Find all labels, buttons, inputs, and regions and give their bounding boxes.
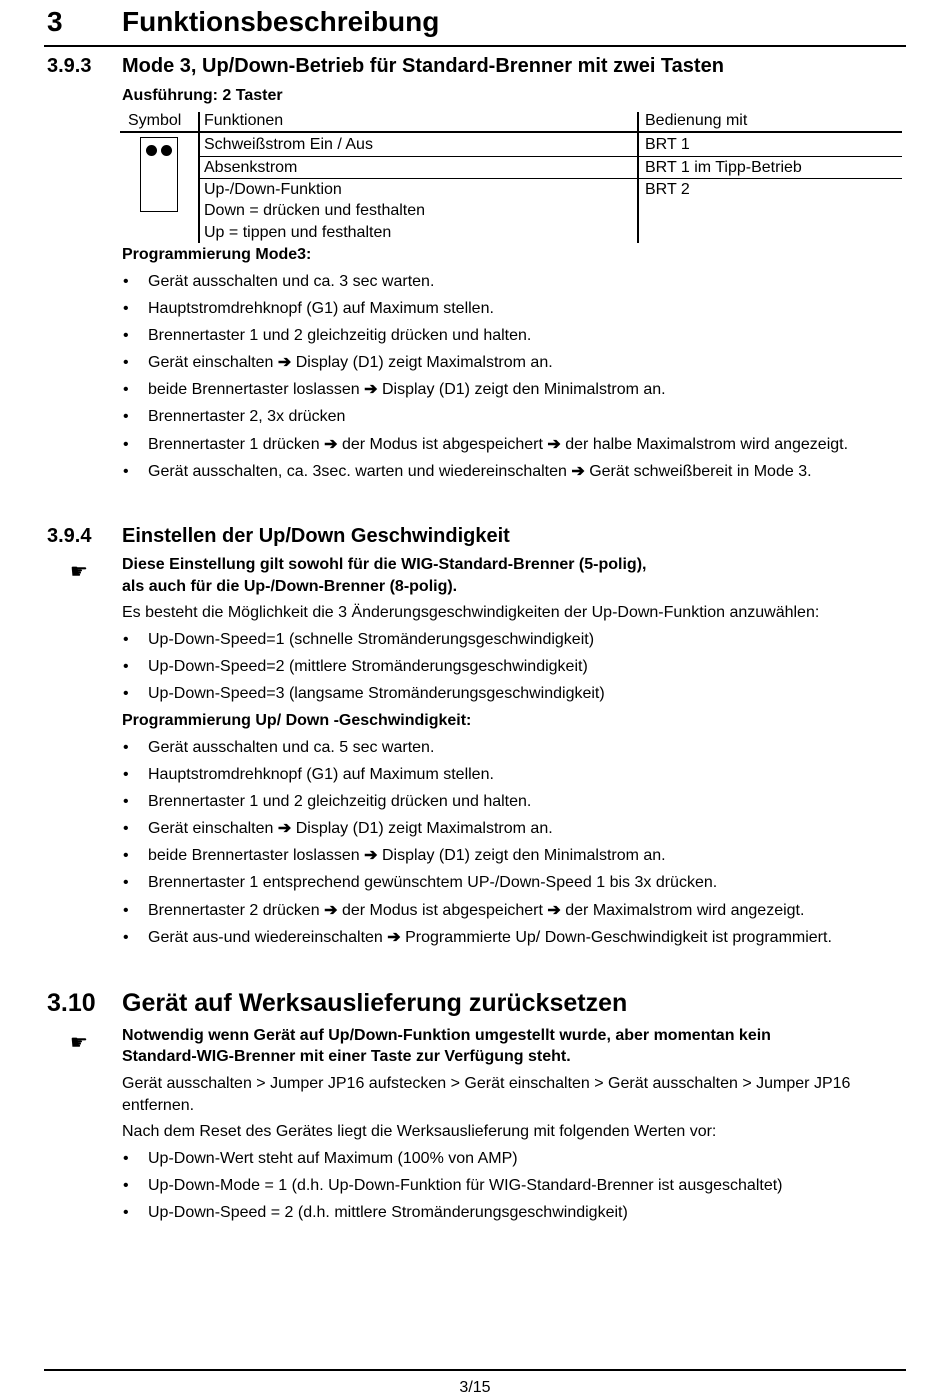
table-function-3-detail-up: Up = tippen und festhalten [204,224,392,241]
reset-procedure: Gerät ausschalten > Jumper JP16 aufstecken > Gerät einschalten > Gerät ausschalten > Jumper JP16 entfernen. [122,1075,851,1114]
arrow-icon: ➔ [324,901,338,919]
header-rule [44,45,906,47]
note-310-line2: Standard-WIG-Brenner mit einer Taste zur Verfügung steht. [122,1048,571,1065]
arrow-icon: ➔ [277,354,292,372]
section-title-394: Einstellen der Up/Down Geschwindigkeit [122,525,510,547]
note-394-line1: Diese Einstellung gilt sowohl für die WIG-Standard-Brenner (5-polig), [122,556,647,573]
table-operation-2: BRT 1 im Tipp-Betrieb [645,159,802,176]
section-number-310: 3.10 [47,989,96,1017]
list-item: • Gerät einschalten ➔ Display (D1) zeigt Maximalstrom an. [122,818,912,840]
section-title-393: Mode 3, Up/Down-Betrieb für Standard-Brenner mit zwei Tasten [122,55,724,77]
table-function-3-detail-down: Down = drücken und festhalten [204,202,426,219]
programming-title-mode3: Programmierung Mode3: [122,246,312,263]
list-item: • Up-Down-Speed = 2 (d.h. mittlere Stromänderungsgeschwindigkeit) [122,1202,912,1224]
list-item: • beide Brennertaster loslassen ➔ Display (D1) zeigt den Minimalstrom an. [122,845,912,867]
programming-steps-mode3 [122,271,912,488]
ausfuehrung-label: Ausführung: 2 Taster [122,87,283,104]
table-function-1: Schweißstrom Ein / Aus [204,136,373,153]
note-394-line2: als auch für die Up-/Down-Brenner (8-polig). [122,578,458,595]
list-item: • Gerät ausschalten, ca. 3sec. warten und wiedereinschalten ➔ Gerät schweißbereit in Mode 3. [122,461,912,483]
list-item: • Brennertaster 1 und 2 gleichzeitig drücken und halten. [122,325,912,347]
table-function-3: Up-/Down-Funktion [204,181,342,198]
reset-intro: Nach dem Reset des Gerätes liegt die Werksauslieferung mit folgenden Werten vor: [122,1123,717,1140]
two-button-torch-icon [140,137,178,212]
list-item: • Up-Down-Speed=1 (schnelle Stromänderungsgeschwindigkeit) [122,629,912,651]
list-item: • Gerät aus-und wiedereinschalten ➔ Programmierte Up/ Down-Geschwindigkeit ist programmiert. [122,927,912,949]
button-1-dot-icon [146,145,157,156]
list-item: • Brennertaster 1 entsprechend gewünschtem UP-/Down-Speed 1 bis 3x drücken. [122,872,912,894]
arrow-icon: ➔ [571,462,585,480]
chapter-number: 3 [47,6,63,37]
list-item: • Brennertaster 1 drücken ➔ der Modus ist abgespeichert ➔ der halbe Maximalstrom wird angezeigt. [122,434,912,456]
table-header-functions: Funktionen [204,112,284,129]
list-item: • Brennertaster 1 und 2 gleichzeitig drücken und halten. [122,791,912,813]
arrow-icon: ➔ [364,847,378,865]
table-header-rule [120,131,902,133]
table-function-2: Absenkstrom [204,159,298,176]
list-item: • Up-Down-Speed=2 (mittlere Stromänderungsgeschwindigkeit) [122,656,912,678]
note-310-line1: Notwendig wenn Gerät auf Up/Down-Funktion umgestellt wurde, aber momentan kein [122,1027,771,1044]
list-item: • Hauptstromdrehknopf (G1) auf Maximum stellen. [122,298,912,320]
programming-steps-speed [122,737,912,954]
button-2-dot-icon [161,145,172,156]
list-item: • Up-Down-Mode = 1 (d.h. Up-Down-Funktion für WIG-Standard-Brenner ist ausgeschaltet) [122,1175,912,1197]
speed-options-list [122,629,912,710]
chapter-title: Funktionsbeschreibung [122,6,440,37]
arrow-icon: ➔ [547,901,561,919]
footer-rule [44,1369,906,1371]
list-item: • Brennertaster 2, 3x drücken [122,406,912,428]
table-header-symbol: Symbol [128,112,182,129]
list-item: • Up-Down-Wert steht auf Maximum (100% von AMP) [122,1148,912,1170]
pointing-hand-icon: ☛ [70,561,88,583]
table-operation-1: BRT 1 [645,136,690,153]
table-header-operation: Bedienung mit [645,112,748,129]
arrow-icon: ➔ [324,435,338,453]
list-item: • Gerät ausschalten und ca. 3 sec warten. [122,271,912,293]
list-item: • Hauptstromdrehknopf (G1) auf Maximum stellen. [122,764,912,786]
pointing-hand-icon: ☛ [70,1032,88,1054]
section-number-393: 3.9.3 [47,55,92,77]
page-number: 3/15 [459,1379,491,1396]
list-item: • beide Brennertaster loslassen ➔ Display (D1) zeigt den Minimalstrom an. [122,379,912,401]
arrow-icon: ➔ [277,820,292,838]
table-operation-3: BRT 2 [645,181,690,198]
programming-title-speed: Programmierung Up/ Down -Geschwindigkeit: [122,712,472,729]
section-number-394: 3.9.4 [47,525,92,547]
section-title-310: Gerät auf Werksauslieferung zurücksetzen [122,989,628,1017]
arrow-icon: ➔ [364,381,378,399]
arrow-icon: ➔ [387,928,401,946]
factory-values-list [122,1148,912,1229]
list-item: • Brennertaster 2 drücken ➔ der Modus ist abgespeichert ➔ der Maximalstrom wird angezeigt. [122,900,912,922]
list-item: • Gerät einschalten ➔ Display (D1) zeigt Maximalstrom an. [122,352,912,374]
list-item: • Up-Down-Speed=3 (langsame Stromänderungsgeschwindigkeit) [122,683,912,705]
arrow-icon: ➔ [547,435,561,453]
speed-intro: Es besteht die Möglichkeit die 3 Änderungsgeschwindigkeiten der Up-Down-Funktion anzuwählen: [122,604,820,621]
list-item: • Gerät ausschalten und ca. 5 sec warten. [122,737,912,759]
